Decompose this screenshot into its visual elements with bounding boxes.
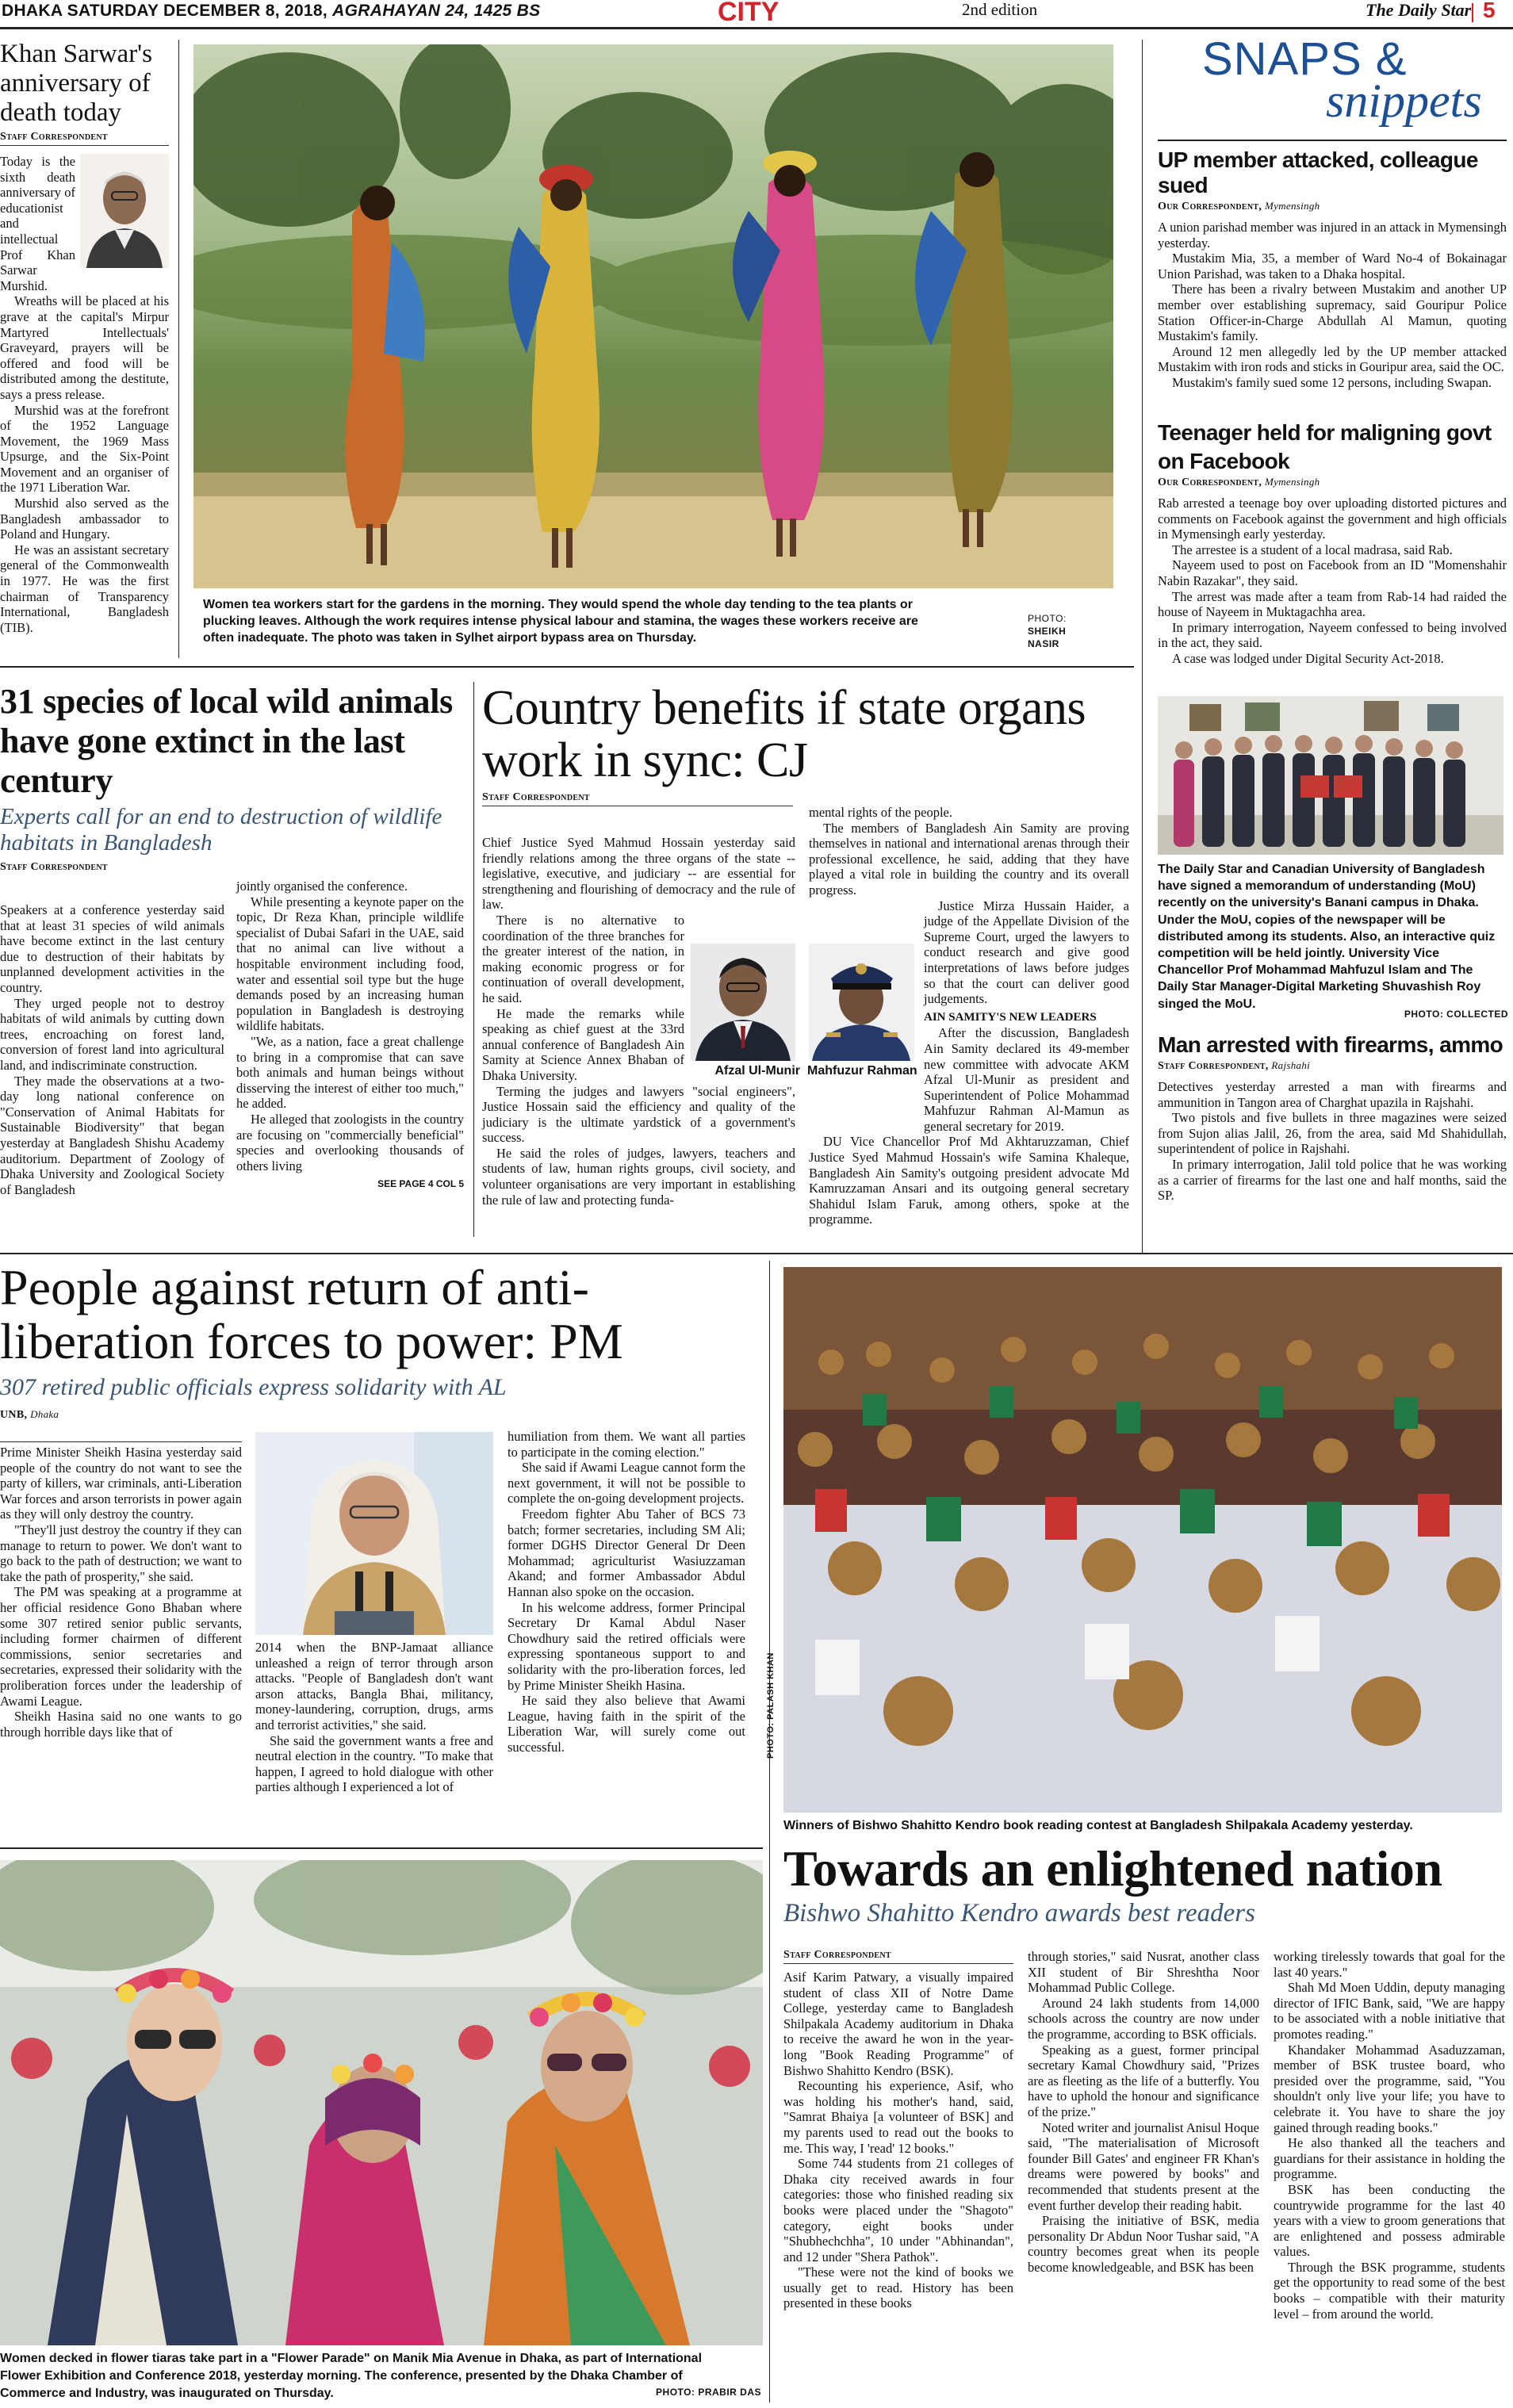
cj-article: [482, 681, 1132, 1227]
cj-byline: Staff Correspondent: [482, 791, 793, 806]
snaps-rule: [1158, 140, 1507, 141]
bsk-para: "These were not the kind of books we usually get to read. History has been presented in these books: [783, 2264, 1013, 2311]
column-rule: [769, 1261, 770, 2402]
credit-label: PHOTO:: [1028, 613, 1067, 624]
section-rule: [0, 666, 1134, 668]
header-divider: [1472, 3, 1473, 22]
pm-para: humiliation from them. We want all parties to participate in the coming election.": [508, 1429, 745, 1460]
column-rule: [178, 40, 179, 658]
khan-para: Wreaths will be placed at his grave at the capital's Mirpur Martyred Intellectuals' Graveyard, prayers will be offered and food will be distributed among the destitute, says a press release.: [0, 293, 169, 402]
up-para: A union parishad member was injured in an attack in Mymensingh yesterday.: [1158, 220, 1507, 251]
up-para: There has been a rivalry between Mustakim and another UP member over establishing supremacy, said Gouripur Police Station Officer-in-Charge Abdullah Al Mamun, quoting Mustakim's family.: [1158, 281, 1507, 344]
teenager-body: [1158, 496, 1507, 667]
section-rule: [0, 1253, 1513, 1254]
teen-para: A case was lodged under Digital Security Act-2018.: [1172, 650, 1444, 666]
mou-caption: The Daily Star and Canadian University of Bangladesh have signed a memorandum of understanding (MoU) recently on the university's Banani campus in Dhaka. Under the MoU, copies of the newspaper will be distributed among its students. Also, an interactive quiz competition will be held jointly. University Vice Chancellor Prof Mohammad Mahfuzul Islam and The Daily Star Manager-Digital Marketing Shuvashish Roy singed the MoU.: [1158, 863, 1496, 1011]
cj-para: There is no alternative to coordination of the three branches for the greater interest of the nation, in making economic progress or for continuation of overall development, he said.: [482, 912, 684, 1005]
fire-para: In primary interrogation, Jalil told police that he was working as a carrier of firearms for the last one and half months, said the SP.: [1158, 1156, 1507, 1204]
cj-para: He made the remarks while speaking as chief guest at the 33rd annual conference of Bangladesh Ain Samity at Science Annex Bhaban of Dhaka University.: [482, 1005, 684, 1083]
bsk-article: [783, 1841, 1507, 1928]
tea-photo-caption: Women tea workers start for the gardens in the morning. They would spend the whole day tending to the tea plants or plucking leaves. Although the work requires intense physical labour and stamina, the wages these workers receive are often inadequate. The photo was taken in Sylhet airport bypass area on Thursday.: [203, 598, 918, 645]
column-rule: [473, 682, 474, 1237]
mahfuzur-photo-caption: Mahfuzur Rahman: [807, 1064, 917, 1078]
cj-para: The members of Bangladesh Ain Samity are proving themselves in national and international arenas through their professional excellence, he said, adding that they have played a vital role in building the country and its overall progress.: [809, 820, 1129, 898]
firearms-article: [1158, 1032, 1507, 1204]
pm-col3: [508, 1429, 745, 1755]
masthead-logo: The Daily Star: [1366, 0, 1472, 20]
column-rule: [1142, 40, 1143, 1253]
credit-name: SHEIKH NASIR: [1028, 626, 1067, 649]
fire-para: Two pistols and five bullets in three magazines were seized from Sujon alias Jalil, 26, from the area, said Md Shahidullah, superintendent of police in Rajshahi.: [1158, 1110, 1507, 1157]
khan-sarwar-article: [0, 40, 169, 635]
up-member-article: [1158, 147, 1507, 391]
pm-para: She said the government wants a free and neutral election in the country. "To make that happen, I agreed to hold dialogue with other parties although I experienced a lot of: [255, 1732, 493, 1795]
khan-lead: Today is the sixth death anniversary of educationist and intellectual Prof Khan Sarwar Murshid.: [0, 154, 75, 293]
bsk-photo-credit: PHOTO: PALASH KHAN: [766, 1652, 776, 1759]
species-para: jointly organised the conference.: [236, 879, 408, 894]
pm-byline-rule: [0, 1441, 242, 1442]
snaps-title-line2: snippets: [1326, 75, 1482, 127]
khan-headline: Khan Sarwar's anniversary of death today: [0, 40, 152, 127]
edition-label: 2nd edition: [962, 0, 1038, 19]
species-article: [0, 682, 464, 1197]
up-member-byline: Our Correspondent, Mymensingh: [1158, 200, 1320, 212]
bsk-photo-caption: Winners of Bishwo Shahitto Kendro book reading contest at Bangladesh Shilpakala Academy yesterday.: [783, 1819, 1413, 1832]
sheikh-hasina-photo: [255, 1432, 493, 1635]
flower-parade-photo: [0, 1860, 763, 2345]
mou-signing-photo: [1158, 696, 1503, 855]
flower-parade-credit: PHOTO: PRABIR DAS: [656, 2387, 761, 2398]
firearms-headline: Man arrested with firearms, ammo: [1158, 1032, 1503, 1057]
khan-body: [0, 154, 169, 635]
dateline: DHAKA SATURDAY DECEMBER 8, 2018, AGRAHAYAN 24, 1425 BS: [2, 2, 541, 20]
khan-sarwar-portrait: [80, 154, 169, 268]
khan-para: Murshid also served as the Bangladesh ambassador to Poland and Hungary.: [0, 496, 169, 542]
bsk-para: Speaking as a guest, former principal secretary Kamal Chowdhury said, "Prizes are as fleeting as the life of a butterfly. You have to uphold the honour and significance of the prize.": [1028, 2042, 1259, 2119]
cj-headline: Country benefits if state organs work in sync: CJ: [482, 681, 1086, 787]
species-para: "We, as a nation, face a great challenge to bring in a compromise that can save both animals and human beings without disserving the interest of either too much," he added.: [236, 1033, 464, 1112]
teen-para: In primary interrogation, Nayeem confessed to being involved in the act, they said.: [1158, 619, 1507, 651]
pm-article: [0, 1261, 761, 1422]
pm-para: "They'll just destroy the country if they can manage to return to power. We don't want to go back to the path of destruction; we want to take the path of prosperity," she said.: [0, 1522, 242, 1584]
cj-para: mental rights of the people.: [809, 805, 952, 820]
firearms-body: [1158, 1079, 1507, 1204]
cj-para: He said the roles of judges, lawyers, teachers and students of law, human rights groups, civil society, and volunteer organisations are very important in establishing the rule of law and protecting funda-: [482, 1145, 795, 1208]
pm-para: Freedom fighter Abu Taher of BCS 73 batch; former secretaries, including SM Ali; former DGHS Director General Dr Deen Mohammad; agriculturist Wasiuzzaman Akand; and former Ambassador Abdul Hannan also spoke on the occasion.: [508, 1506, 745, 1599]
species-para: Speakers at a conference yesterday said that at least 31 species of wild animals have become extinct in the last century due to destruction of their habitats by unplanned development activities in the country.: [0, 902, 224, 995]
bsk-para: Shah Md Moen Uddin, deputy managing director of IFIC Bank, said, "We are happy to be associated with a noble initiative that promotes reading.": [1274, 1980, 1505, 2042]
bsk-para: Khandaker Mohammad Asaduzzaman, member of BSK trustee board, who presided over the programme, said, "You shouldn't only live your life; you have to celebrate it. You have to share the joy gained through reading books.": [1274, 2042, 1505, 2135]
khan-para: He was an assistant secretary general of the Commonwealth in 1977. He was the first chairman of Transparency International, Bangladesh (TIB).: [0, 542, 169, 635]
teenager-byline: Our Correspondent, Mymensingh: [1158, 476, 1320, 488]
up-member-headline: UP member attacked, colleague sued: [1158, 147, 1478, 197]
bsk-para: BSK has been conducting the countrywide programme for the last 40 years with a view to groom generations that are enlightened and possess admirable values.: [1274, 2181, 1505, 2260]
pm-para: 2014 when the BNP-Jamaat alliance unleashed a reign of terror through arson attacks. "People of Bangladesh don't want arson attacks, Bangla Bhai, militancy, money-laundering, corruption, drugs, arms and terrorist activities," she said.: [255, 1640, 493, 1732]
species-para: They made the observations at a two-day long national conference on "Conservation of Animal Habitats for Sustainable Biodiversity" that began yesterday at Bangladesh Shishu Academy auditorium. Department of Zoology of Dhaka University and Zoological Society of Bangladesh: [0, 1073, 224, 1197]
species-para: They urged people not to destroy habitats of wild animals by cutting down trees, encroaching on forest land, conversion of forest land into agricultural land, and indiscriminate construction.: [0, 995, 224, 1073]
cj-para: Justice Mirza Hussain Haider, a judge of the Appellate Division of the Supreme Court, urged the lawyers to conduct research and give good interpretations of laws before judges so that the court can deliver good judgements.: [924, 898, 1129, 1007]
page-header: [0, 0, 1513, 29]
snaps-title: [1158, 35, 1507, 128]
section-rule: [0, 1847, 763, 1849]
teen-para: Nayeem used to post on Facebook from an ID "Momenshahir Nabin Razakar", they said.: [1158, 557, 1507, 588]
pm-para: In his welcome address, former Principal Secretary Dr Kamal Abdul Naser Chowdhury said the retired officials were expressing spontaneous support to and solidarity with the pro-liberation forces, led by Prime Minister Sheikh Hasina.: [508, 1599, 745, 1693]
bsk-byline: Staff Correspondent: [783, 1949, 1013, 1964]
pm-para: He said they also believe that Awami League, having faith in the spirit of the Liberation War, will surely come out successful.: [508, 1693, 745, 1755]
pm-para: The PM was speaking at a programme at her official residence Gono Bhaban where some 307 retired senior public servants, including former chairmen of different commissions, senior secretaries and secretaries, expressed their solidarity with the proliberation forces under the leadership of Awami League.: [0, 1584, 242, 1709]
page-number: 5: [1483, 0, 1496, 22]
bsk-col1: [783, 1970, 1013, 2311]
teen-para: Rab arrested a teenage boy over uploading distorted pictures and comments on Facebook against the government and high officials in Mymensingh early yesterday.: [1158, 496, 1507, 542]
section-name: CITY: [718, 0, 779, 27]
pm-para: She said if Awami League cannot form the next government, it will not be possible to complete the on-going development projects.: [508, 1460, 745, 1506]
bsk-para: working tirelessly towards that goal for the last 40 years.": [1274, 1949, 1505, 1980]
species-para: While presenting a keynote paper on the topic, Dr Reza Khan, principle wildlife specialist of Dubai Safari in the UAE, said that no animal can live without a hospitable environment including food, water and essential soil type but the huge demands posed by an increasing human population in Bangladesh is destroying wildlife habitats.: [236, 894, 464, 1034]
species-jump-line[interactable]: SEE PAGE 4 COL 5: [377, 1178, 464, 1190]
bsk-subhead: Bishwo Shahitto Kendro awards best readers: [783, 1899, 1255, 1928]
flower-parade-caption: Women decked in flower tiaras take part in a "Flower Parade" on Manik Mia Avenue in Dhaka, as part of International Flower Exhibition and Conference 2018, yesterday morning. The conference, presented by the Dhaka Chamber of Commerce and Industry, was inaugurated on Thursday.: [0, 2352, 703, 2400]
pm-col1: [0, 1445, 242, 1740]
afzal-photo-caption: Afzal Ul-Munir: [714, 1064, 800, 1078]
cj-inline-subhead: AIN SAMITY'S NEW LEADERS: [924, 1010, 1097, 1024]
species-col2: [236, 879, 464, 1193]
bsk-para: Recounting his experience, Asif, who was holding his mother's hand, said, "Samrat Bhaiya [a volunteer of BSK] and my parents used to read out the books to me. This way, I 'read' 12 books.": [783, 2078, 1013, 2156]
teenager-headline: Teenager held for maligning govt on Facebook: [1158, 420, 1492, 473]
pm-headline: People against return of anti-liberation forces to power: PM: [0, 1259, 623, 1369]
cj-para: Terming the judges and lawyers "social engineers", Justice Hossain said the efficiency and quality of the judiciary is the ultimate yardstick of a government's success.: [482, 1083, 795, 1146]
up-para: Mustakim Mia, 35, a member of Ward No-4 of Bokainagar Union Parishad, was taken to a Dhaka hospital.: [1158, 251, 1507, 281]
khan-byline: Staff Correspondent: [0, 131, 169, 146]
cj-para: DU Vice Chancellor Prof Md Akhtaruzzaman, Chief Justice Syed Mahmud Hossain's wife Samina Khaleque, Bangladesh Ain Samity's outgoing president advocate Md Kamruzzaman Ansari and its outgoing general secretary Shahidul Islam Faruk, among others, spoke at the programme.: [809, 1134, 1129, 1227]
bsk-headline: Towards an enlightened nation: [783, 1840, 1442, 1897]
bsk-para: through stories," said Nusrat, another class XII student of Bir Shreshtha Noor Mohammad Public College.: [1028, 1949, 1259, 1996]
tea-photo-caption-block: [203, 596, 1113, 660]
up-member-body: [1158, 220, 1507, 391]
teen-para: The arrestee is a student of a local madrasa, said Rab.: [1172, 542, 1453, 557]
snaps-title-line1: SNAPS &: [1202, 33, 1408, 85]
bsk-col3: [1274, 1949, 1505, 2322]
pm-byline: UNB, Dhaka: [0, 1408, 59, 1421]
cj-para: After the discussion, Bangladesh Ain Samity declared its 49-member new committee with advocate AKM Afzal Ul-Munir as president and Superintendent of Police Mohammad Mahfuzur Rahman Al-Mamun as general secretary for 2019.: [924, 1025, 1129, 1134]
species-col1: [0, 902, 224, 1197]
bsk-para: Through the BSK programme, students get the opportunity to read some of the best books – compatible with their maturity level – from around the world.: [1274, 2259, 1505, 2322]
teen-para: The arrest was made after a team from Rab-14 had raided the house of Nayeem in Muktagachha area.: [1158, 588, 1507, 620]
pm-subhead: 307 retired public officials express solidarity with AL: [0, 1374, 507, 1400]
cj-col2: [809, 805, 1129, 1227]
pm-col2: [255, 1640, 493, 1795]
bsk-para: Asif Karim Patwary, a visually impaired student of class XII of Notre Dame College, yesterday came to Bangladesh Shilpakala Academy auditorium in Dhaka to receive the award he won in the year-long "Book Reading Programme" of Bishwo Shahitto Kendro (BSK).: [783, 1970, 1013, 2078]
bsk-winners-photo: [783, 1267, 1502, 1813]
bsk-col2: [1028, 1949, 1259, 2275]
bsk-para: He also thanked all the teachers and guardians for their assistance in holding the programme.: [1274, 2135, 1505, 2182]
up-para: Around 12 men allegedly led by the UP member attacked Mustakim with iron rods and sticks in Gouripur area, said the OC.: [1158, 343, 1507, 375]
pm-para: Sheikh Hasina said no one wants to go through horrible days like that of: [0, 1709, 242, 1740]
afzal-ul-munir-photo: [691, 944, 795, 1061]
khan-para: Murshid was at the forefront of the 1952 Language Movement, the 1969 Mass Upsurge, and the Six-Point Movement and an organiser of the 1971 Liberation War.: [0, 402, 169, 496]
bsk-para: Noted writer and journalist Anisul Hoque said, "The materialisation of Microsoft founder Bill Gates' and engineer FR Khan's dreams were powered by books" and recommended that students present at the event further develop their reading habit.: [1028, 2119, 1259, 2213]
tea-workers-photo: [193, 44, 1113, 588]
species-headline: 31 species of local wild animals have gone extinct in the last century: [0, 682, 453, 800]
cj-para: Chief Justice Syed Mahmud Hossain yesterday said friendly relations among the three organs of the state -- legislative, executive, and judiciary -- are essential for strengthening and flourishing of democracy and the rule of law.: [482, 835, 795, 913]
pm-para: Prime Minister Sheikh Hasina yesterday said people of the country do not want to see the party of killers, war criminals, anti-Liberation War forces and arson terrorists in power again as they will only destroy the country.: [0, 1445, 242, 1522]
species-subhead: Experts call for an end to destruction of wildlife habitats in Bangladesh: [0, 804, 442, 856]
species-para: He alleged that zoologists in the country are focusing on "commercially beneficial" species and overlooking thousands of others living: [236, 1111, 464, 1173]
teenager-article: [1158, 419, 1507, 667]
up-para: Mustakim's family sued some 12 persons, including Swapan.: [1172, 374, 1492, 390]
bsk-para: Some 744 students from 21 colleges of Dhaka city received awards in four categories: those who finished reading six books were placed under the "Shagoto" category, eight books under "Shubhechchha", 10 under "Abhinandan", and 12 under "Shera Pathok".: [783, 2156, 1013, 2264]
mou-credit: PHOTO: COLLECTED: [1404, 1009, 1508, 1020]
species-byline: Staff Correspondent: [0, 861, 108, 873]
bsk-para: Praising the initiative of BSK, media personality Dr Abdun Noor Tushar said, "A country becomes great when its people become knowledgeable, and BSK has been: [1028, 2213, 1259, 2275]
tea-photo-credit: [1028, 612, 1099, 650]
fire-para: Detectives yesterday arrested a man with firearms and ammunition in Tangon area of Charghat upazila in Rajshahi.: [1158, 1079, 1507, 1110]
bsk-para: Around 24 lakh students from 14,000 schools across the country are now under the programme, according to BSK officials.: [1028, 1995, 1259, 2042]
firearms-byline: Staff Correspondent, Rajshahi: [1158, 1059, 1311, 1072]
